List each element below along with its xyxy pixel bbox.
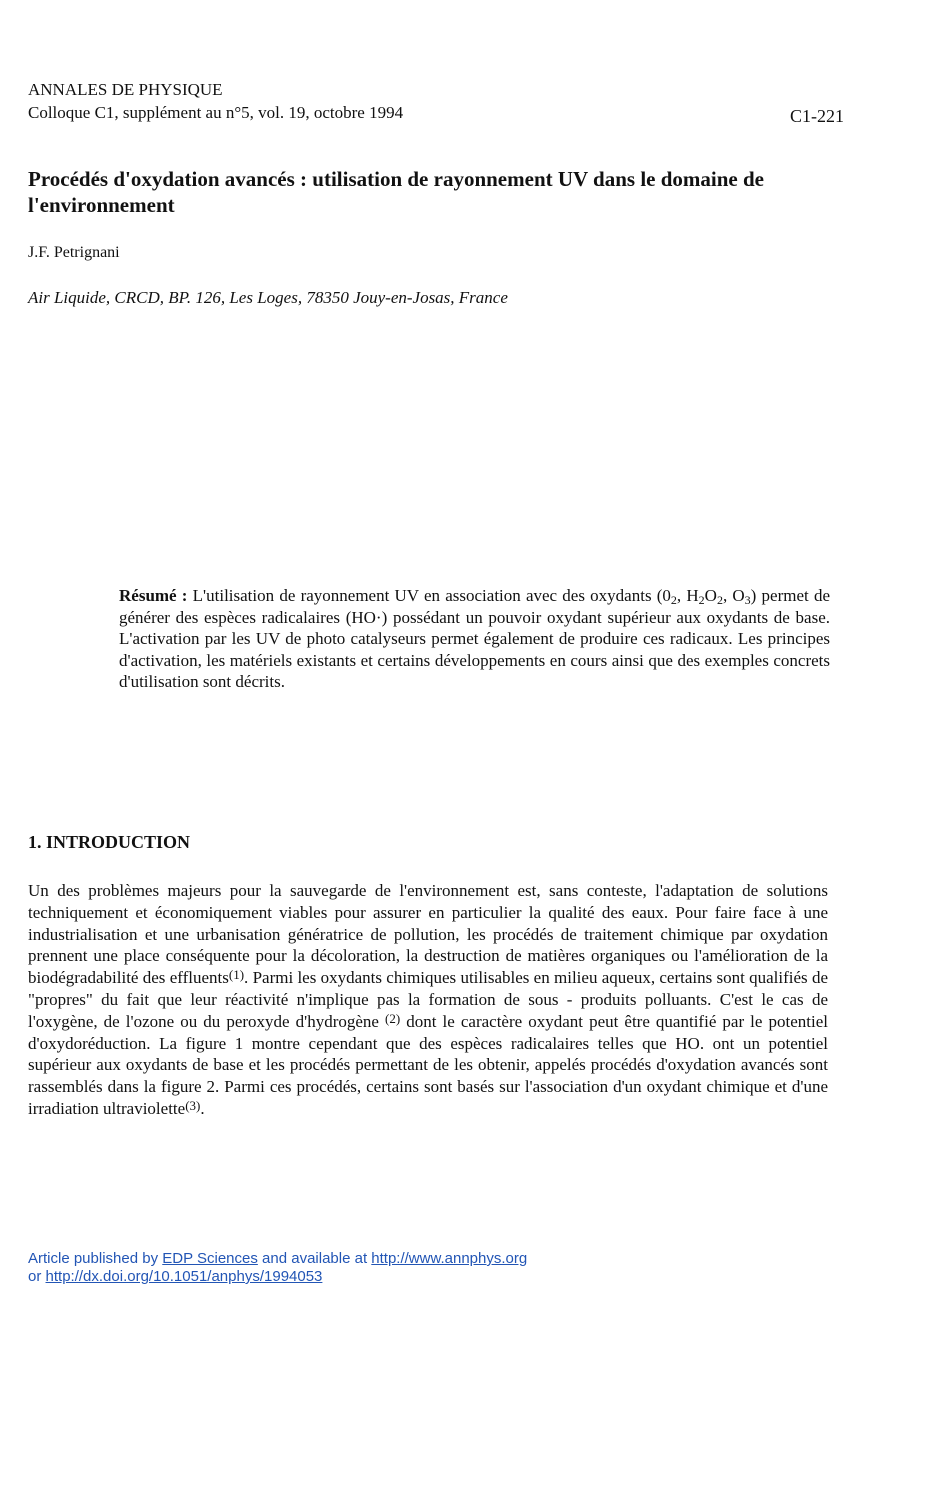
journal-name: ANNALES DE PHYSIQUE <box>28 80 223 99</box>
reference-mark: (2) <box>385 1010 401 1026</box>
site-link[interactable]: http://www.annphys.org <box>371 1250 528 1267</box>
reference-mark: (1) <box>228 967 245 983</box>
page-number: C1-221 <box>790 106 844 126</box>
footer-text: or <box>28 1268 46 1285</box>
abstract-text: , H <box>676 586 699 605</box>
abstract <box>119 585 830 693</box>
section-heading: 1. INTRODUCTION <box>28 832 191 852</box>
subscript: 2 <box>716 593 723 607</box>
abstract-text: O <box>704 586 717 605</box>
footer-text: and available at <box>257 1250 372 1267</box>
subscript: 3 <box>744 593 751 607</box>
paragraph-text: . <box>200 1098 205 1118</box>
doi-link[interactable]: http://dx.doi.org/10.1051/anphys/1994053 <box>45 1268 323 1285</box>
publisher-link[interactable]: EDP Sciences <box>162 1250 258 1267</box>
abstract-text: , O <box>722 586 745 605</box>
issue-info: Colloque C1, supplément au n°5, vol. 19, octobre 1994 <box>28 103 404 122</box>
introduction-body <box>28 880 828 1120</box>
author: J.F. Petrignani <box>28 244 120 261</box>
abstract-label: Résumé : <box>119 586 188 605</box>
paragraph-text: . Parmi les oxydants chimiques utilisables en milieu aqueux, certains sont qualifiés de "propres" du fait que leur réactivité n'implique pas la formation de sous - produits polluants. C'est le cas de l'oxygène, de l'ozone ou du peroxyde d'hydrogène <box>28 968 828 1031</box>
paper-title: Procédés d'oxydation avancés : utilisation de rayonnement UV dans le domaine de l'environnement <box>28 167 765 217</box>
paragraph-text: dont le caractère oxydant peut être quantifié par le potentiel d'oxydoréduction. La figure 1 montre cependant que des espèces radicalaires telles que HO. ont un potentiel supérieur aux oxydants de base et les procédés permettant de les obtenir, appelés procédés d'oxydation avancés sont rassemblés dans la figure 2. Parmi ces procédés, certains sont basés sur l'association d'un oxydant chimique et d'une irradiation ultraviolette <box>28 1011 828 1118</box>
paragraph-text: Un des problèmes majeurs pour la sauvegarde de l'environnement est, sans conteste, l'adaptation de solutions techniquement et économiquement viables pour assurer en particulier la qualité des eaux. Pour faire face à une industrialisation et une urbanisation génératrice de pollution, les procédés de traitement chimique par oxydation prennent une place conséquente pour la décoloration, la destruction de matières organiques ou l'amélioration de la biodégradabilité des effluents <box>28 881 828 988</box>
publication-footer <box>28 1250 527 1286</box>
footer-text: Article published by <box>28 1250 163 1267</box>
affiliation: Air Liquide, CRCD, BP. 126, Les Loges, 78350 Jouy-en-Josas, France <box>28 288 508 307</box>
footer-line-2 <box>28 1268 527 1286</box>
subscript: 2 <box>670 593 677 607</box>
subscript: 2 <box>698 593 705 607</box>
reference-mark: (3) <box>185 1097 201 1113</box>
footer-line-1 <box>28 1250 527 1268</box>
paragraph <box>28 880 828 1120</box>
abstract-text: ) permet de générer des espèces radicalaires (HO·) possédant un pouvoir oxydant supérieur aux oxydants de base. L'activation par les UV de photo catalyseurs permet également de produire ces radicaux. Les principes d'activation, les matériels existants et certains développements en cours ainsi que des exemples concrets d'utilisation sont décrits. <box>119 586 830 691</box>
abstract-text: L'utilisation de rayonnement UV en association avec des oxydants (0 <box>187 586 671 605</box>
